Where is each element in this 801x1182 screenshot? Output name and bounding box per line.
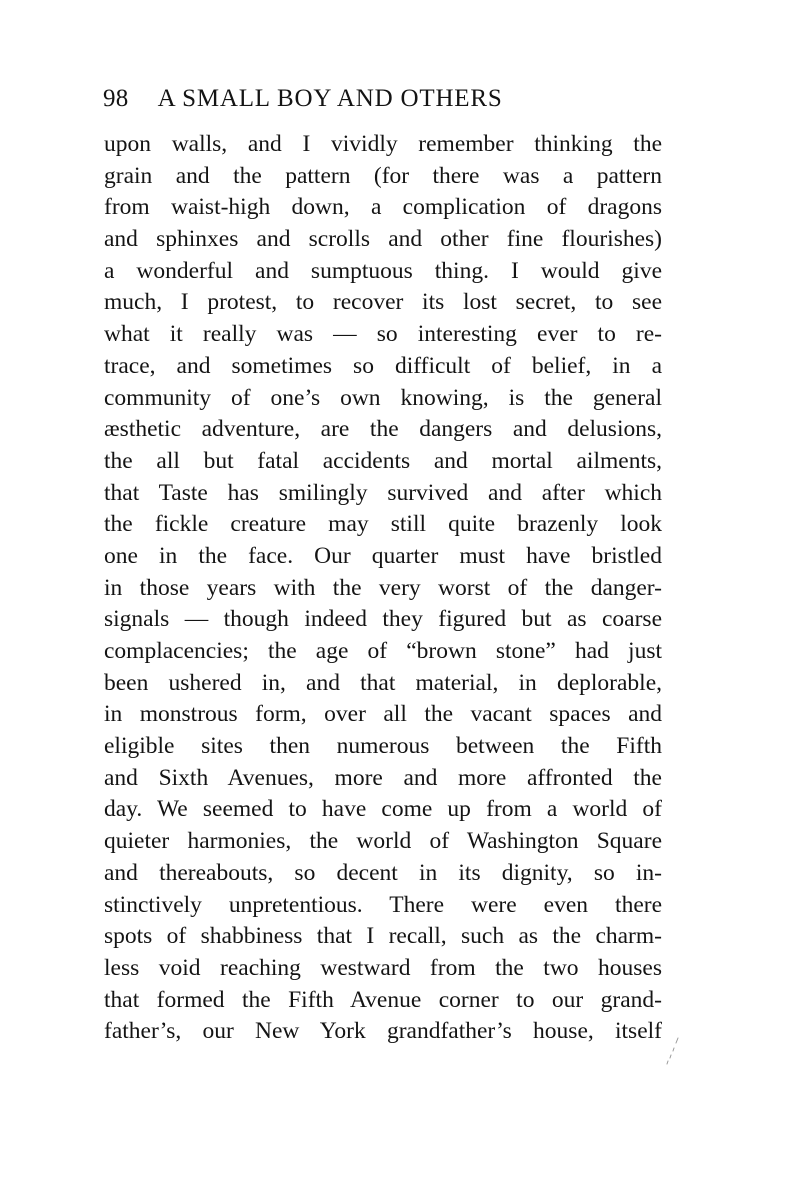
scan-speck-mark <box>664 1036 682 1066</box>
text-line: the fickle creature may still quite brazenly look <box>104 511 662 538</box>
text-line: that formed the Fifth Avenue corner to our grand- <box>104 986 662 1013</box>
body-text <box>104 129 662 1048</box>
text-line: upon walls, and I vividly remember thinking the <box>104 131 662 157</box>
book-title: A SMALL BOY AND OTHERS <box>157 85 503 112</box>
text-line: been ushered in, and that material, in deplorable, <box>104 669 662 696</box>
text-line: stinctively unpretentious. There were even there <box>104 891 662 918</box>
text-line: in monstrous form, over all the vacant spaces and <box>104 701 662 728</box>
text-line: grain and the pattern (for there was a pattern <box>104 162 662 189</box>
page-number: 98 <box>103 85 129 112</box>
text-line: and sphinxes and scrolls and other fine flourishes) <box>104 226 662 253</box>
text-line: father’s, our New York grandfather’s house, itself <box>104 1018 662 1045</box>
text-line: day. We seemed to have come up from a world of <box>104 796 662 823</box>
text-line: what it really was — so interesting ever to re- <box>104 321 662 348</box>
text-line: much, I protest, to recover its lost secret, to see <box>104 289 662 316</box>
text-line: quieter harmonies, the world of Washington Square <box>104 828 662 855</box>
text-line: from waist-high down, a complication of dragons <box>104 194 662 221</box>
text-line: that Taste has smilingly survived and after which <box>104 479 662 506</box>
running-head <box>103 84 663 114</box>
text-line: æsthetic adventure, are the dangers and delusions, <box>104 416 662 443</box>
text-line: signals — though indeed they figured but as coarse <box>104 606 662 633</box>
text-line: trace, and sometimes so difficult of belief, in a <box>104 352 662 379</box>
text-line: spots of shabbiness that I recall, such as the charm- <box>104 923 662 950</box>
text-line: community of one’s own knowing, is the general <box>104 384 662 411</box>
text-line: eligible sites then numerous between the Fifth <box>104 733 662 760</box>
text-line: one in the face. Our quarter must have bristled <box>104 542 662 569</box>
text-line: the all but fatal accidents and mortal ailments, <box>104 447 662 474</box>
text-line: and thereabouts, so decent in its dignity, so in- <box>104 859 662 886</box>
text-line: and Sixth Avenues, more and more affronted the <box>104 764 662 791</box>
text-line: a wonderful and sumptuous thing. I would give <box>104 257 662 284</box>
text-line: less void reaching westward from the two houses <box>104 954 662 981</box>
text-line: in those years with the very worst of the danger- <box>104 574 662 601</box>
text-line: complacencies; the age of “brown stone” had just <box>104 638 662 664</box>
